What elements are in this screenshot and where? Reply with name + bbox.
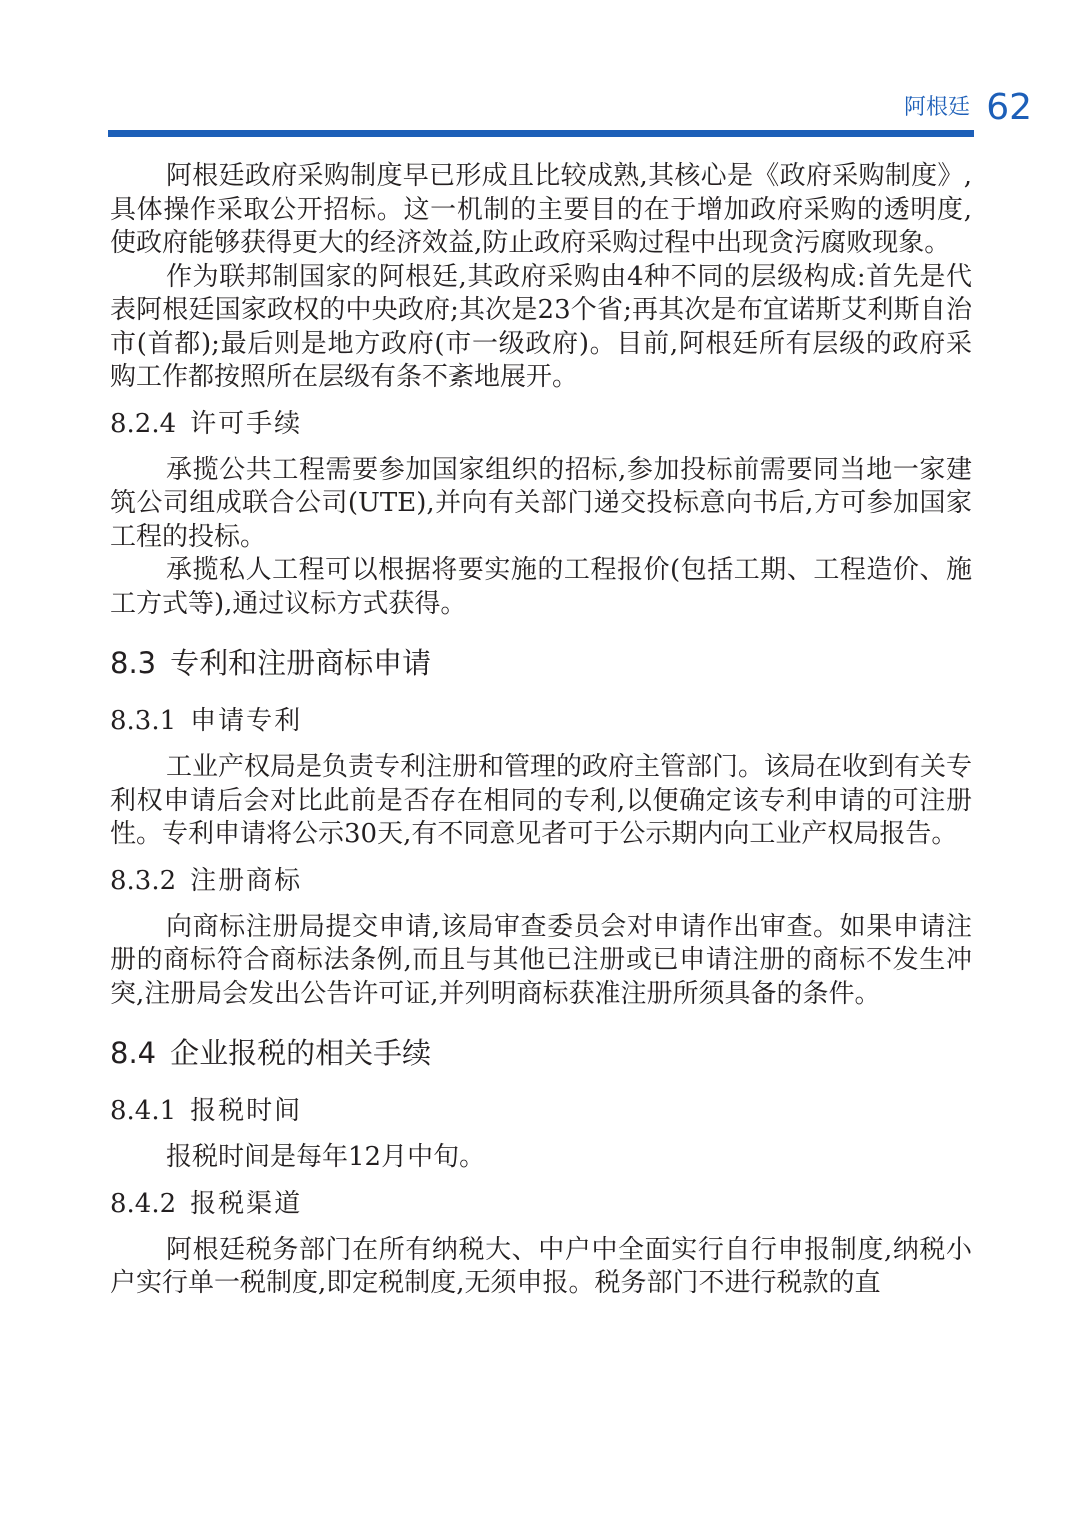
subsection-title: 申请专利	[190, 706, 303, 736]
paragraph: 工业产权局是负责专利注册和管理的政府主管部门。该局在收到有关专利权申请后会对比此前是否存在相同的专利,以便确定该专利申请的可注册性。专利申请将公示30天,有不同意见者可于公示期内向工业产权局报告。	[110, 752, 973, 849]
subsection-title: 报税渠道	[190, 1188, 303, 1219]
subsection-title: 注册商标	[190, 865, 303, 896]
paragraph: 向商标注册局提交申请,该局审查委员会对申请作出审查。如果申请注册的商标符合商标法条例,而且与其他已注册或已申请注册的商标不发生冲突,注册局会发出公告许可证,并列明商标获准注册所须具备的条件。	[110, 911, 972, 1009]
section-title: 专利和注册商标申请	[170, 646, 432, 680]
subsection-number: 8.3.2	[110, 865, 177, 896]
header-rule	[108, 130, 974, 137]
subsection-heading	[110, 705, 972, 738]
subsection-heading	[110, 865, 972, 898]
subsection-number: 8.4.1	[110, 1096, 177, 1126]
section-heading	[110, 1035, 972, 1071]
paragraph: 承揽私人工程可以根据将要实施的工程报价(包括工期、工程造价、施工方式等),通过议标方式获得。	[110, 555, 972, 619]
paragraph: 阿根廷政府采购制度早已形成且比较成熟,其核心是《政府采购制度》,具体操作采取公开招标。这一机制的主要目的在于增加政府采购的透明度,使政府能够获得更大的经济效益,防止政府采购过程中出现贪污腐败现象。	[110, 161, 972, 258]
paragraph: 报税时间是每年12月中旬。	[166, 1142, 486, 1172]
paragraph: 作为联邦制国家的阿根廷,其政府采购由4种不同的层级构成:首先是代表阿根廷国家政权的中央政府;其次是23个省;再其次是布宜诺斯艾利斯自治市(首都);最后则是地方政府(市一级政府)。目前,阿根廷所有层级的政府采购工作都按照所在层级有条不紊地展开。	[110, 261, 972, 392]
section-number: 8.4	[110, 1036, 157, 1070]
subsection-number: 8.4.2	[110, 1188, 177, 1219]
page-content	[110, 160, 972, 1301]
subsection-heading	[110, 1095, 972, 1128]
section-title: 企业报税的相关手续	[170, 1036, 432, 1070]
paragraph: 阿根廷税务部门在所有纳税大、中户中全面实行自行申报制度,纳税小户实行单一税制度,即定税制度,无须申报。税务部门不进行税款的直	[110, 1234, 972, 1298]
subsection-heading	[110, 1188, 972, 1221]
header-country: 阿根廷	[903, 95, 970, 120]
subsection-number: 8.3.1	[110, 706, 177, 736]
section-number: 8.3	[110, 646, 157, 680]
subsection-heading	[110, 408, 972, 441]
subsection-title: 报税时间	[190, 1096, 303, 1126]
page-number: 62	[986, 87, 1032, 128]
paragraph: 承揽公共工程需要参加国家组织的招标,参加投标前需要同当地一家建筑公司组成联合公司(UTE),并向有关部门递交投标意向书后,方可参加国家工程的投标。	[110, 454, 972, 552]
section-heading	[110, 645, 972, 681]
subsection-title: 许可手续	[190, 408, 303, 439]
subsection-number: 8.2.4	[110, 408, 177, 439]
